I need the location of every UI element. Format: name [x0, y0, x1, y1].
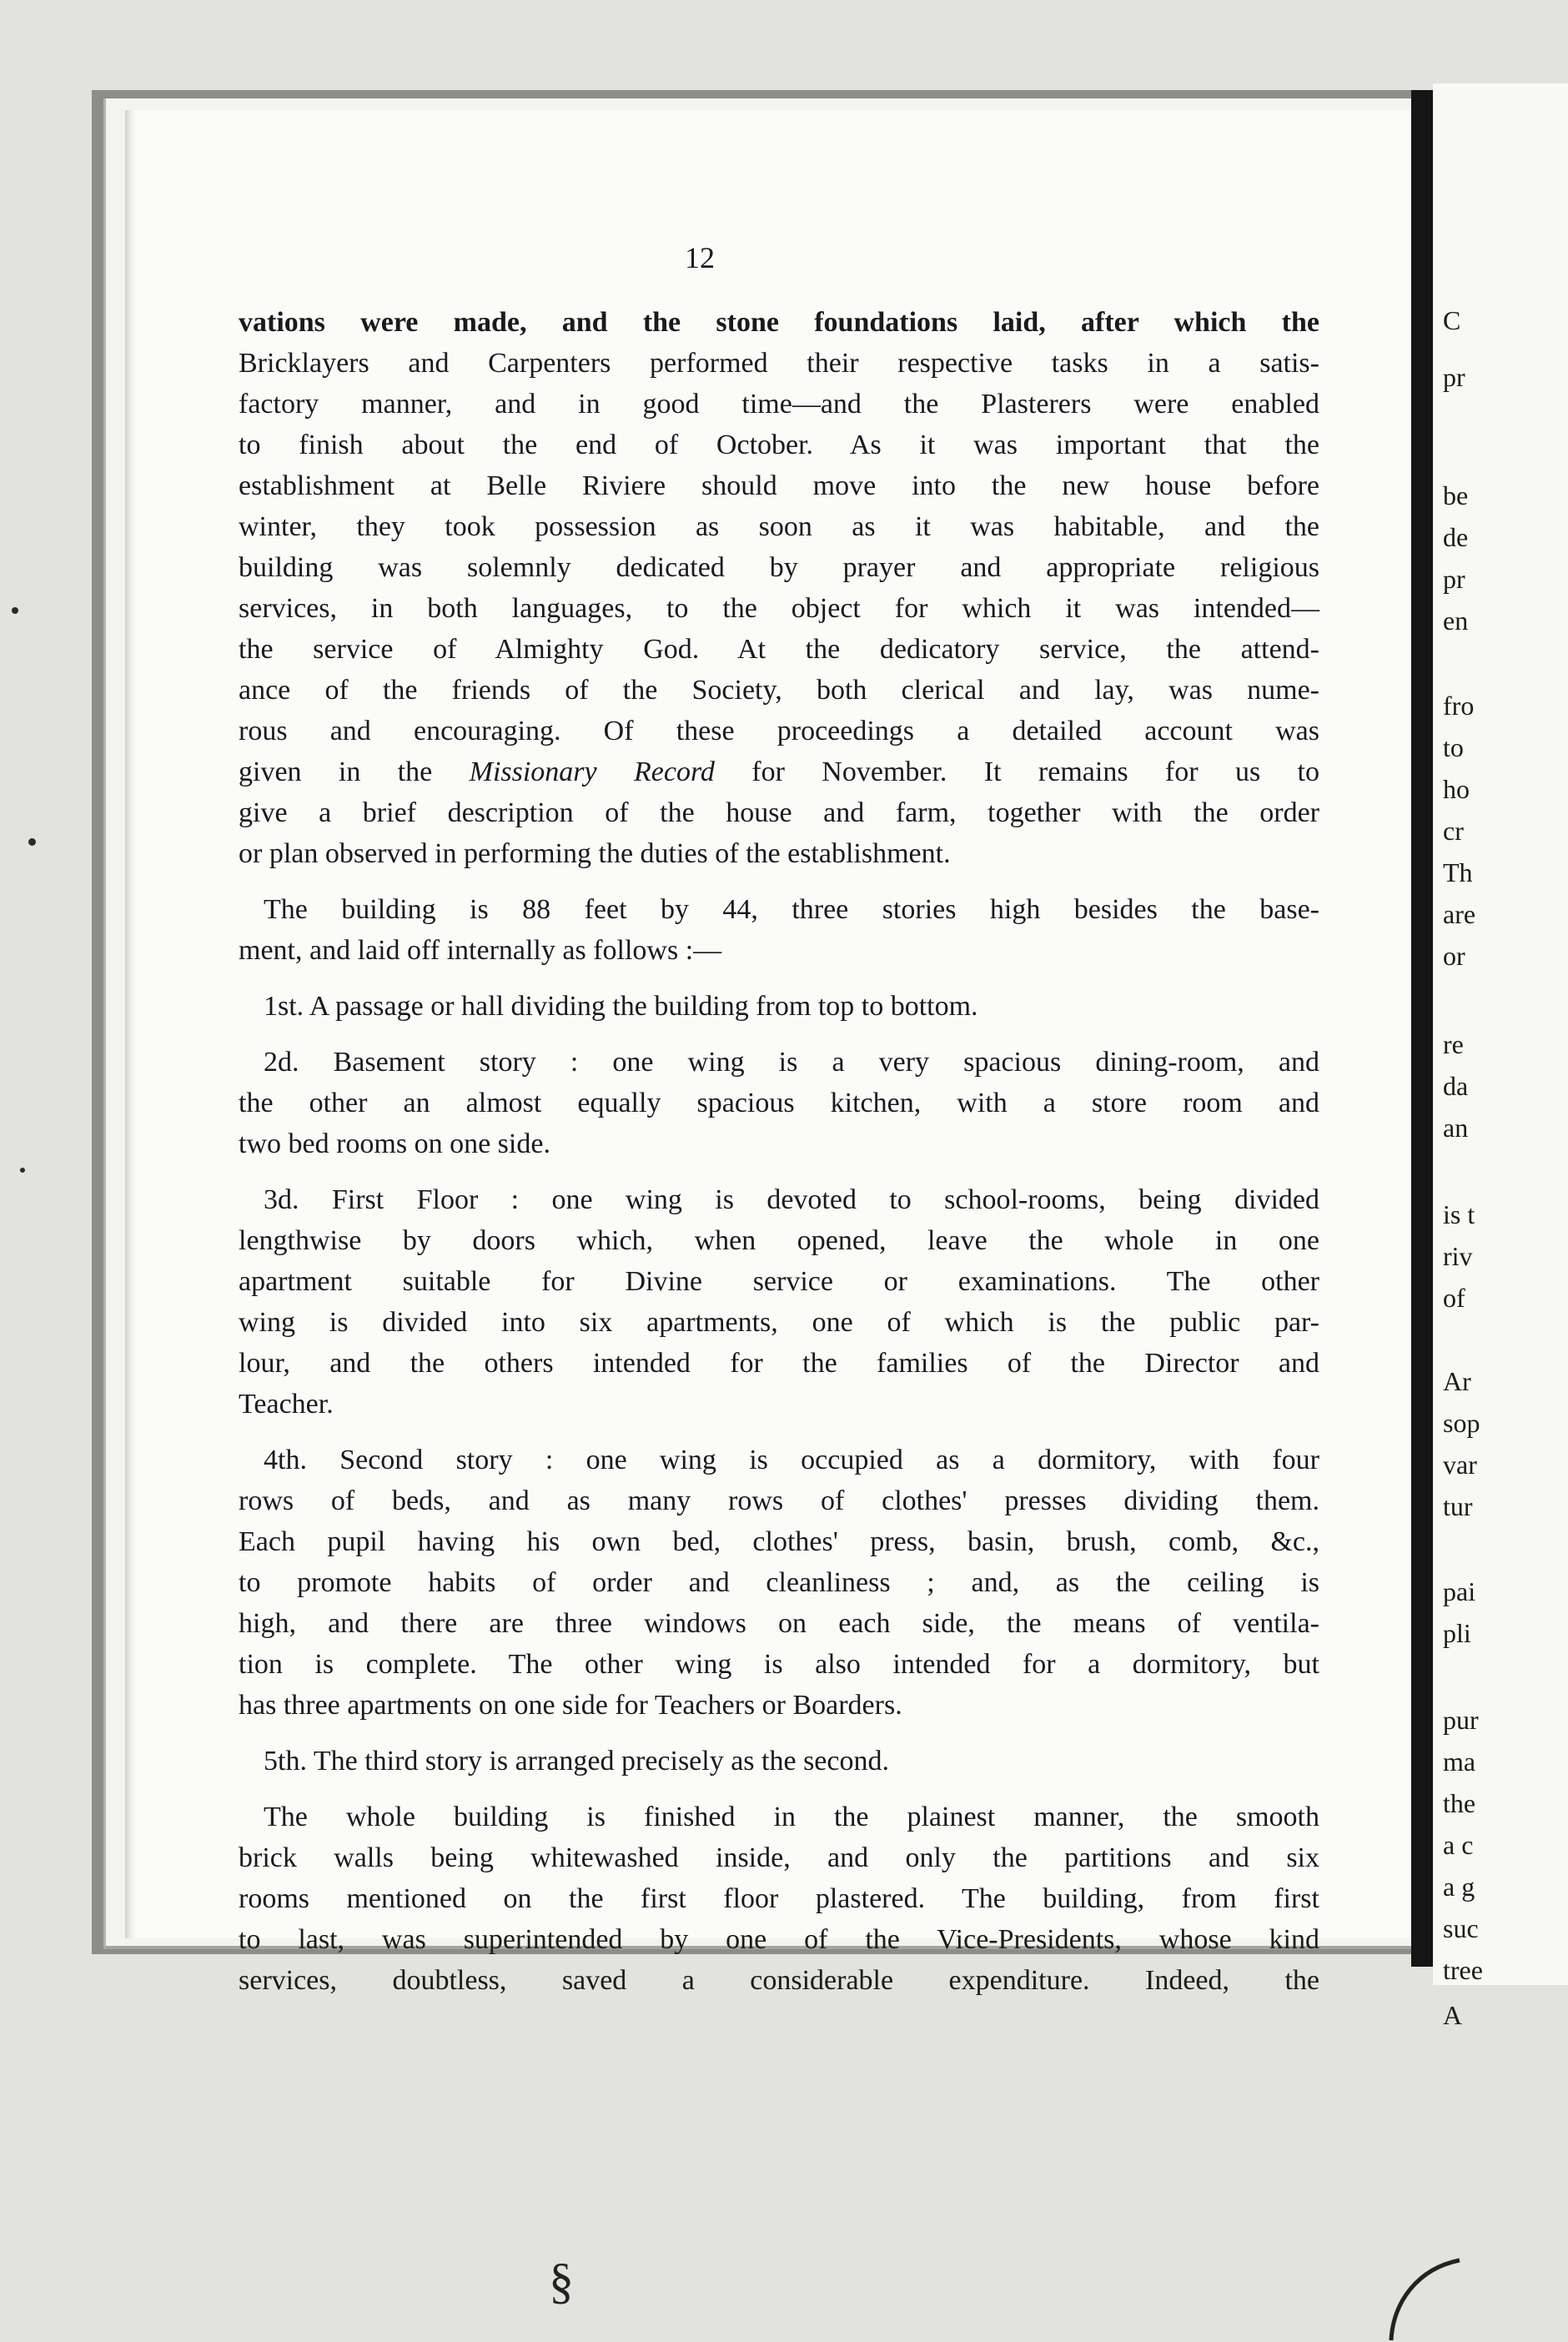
- facing-page-fragment: tree: [1443, 1955, 1483, 1985]
- text-line: to last, was superintended by one of the Vice-Presidents, whose kind: [239, 1924, 1319, 1955]
- text-line: rooms mentioned on the first floor plastered. The building, from first: [239, 1883, 1319, 1914]
- text-line: building was solemnly dedicated by prayer and appropriate religious: [239, 552, 1319, 583]
- body-text: [239, 302, 1319, 2001]
- facing-page-fragment: riv: [1443, 1241, 1473, 1271]
- italic-title: Missionary Record: [469, 756, 715, 787]
- text-line: [239, 751, 1319, 792]
- facing-page-fragment: a g: [1443, 1872, 1475, 1902]
- paragraph-gap: [239, 1726, 1319, 1741]
- paragraph-gap: [239, 874, 1319, 889]
- facing-page-fragment: var: [1443, 1450, 1477, 1480]
- text-line: lour, and the others intended for the families of the Director and: [239, 1348, 1319, 1379]
- page-curl-mark: [1368, 2252, 1468, 2342]
- text-line: to promote habits of order and cleanliness ; and, as the ceiling is: [239, 1567, 1319, 1598]
- text-line: two bed rooms on one side.: [239, 1128, 550, 1159]
- text-line: ance of the friends of the Society, both clerical and lay, was nume-: [239, 675, 1319, 706]
- text-line: tion is complete. The other wing is also intended for a dormitory, but: [239, 1649, 1319, 1680]
- text-line: Teacher.: [239, 1389, 334, 1420]
- facing-page-fragment: en: [1443, 606, 1469, 636]
- text-segment: for November. It remains for us to: [714, 756, 1319, 787]
- facing-page-fragment: of: [1443, 1283, 1465, 1313]
- text-line: 4th. Second story : one wing is occupied as a dormitory, with four: [264, 1445, 1319, 1475]
- text-line: high, and there are three windows on each side, the means of ventila-: [239, 1608, 1319, 1639]
- text-line: 1st. A passage or hall dividing the building from top to bottom.: [264, 991, 978, 1022]
- text-line: factory manner, and in good time—and the Plasterers were enabled: [239, 389, 1319, 420]
- facing-page-fragment: pai: [1443, 1576, 1476, 1606]
- facing-page-fragment: suc: [1443, 1913, 1479, 1943]
- facing-page-fragment: be: [1443, 480, 1469, 510]
- facing-page-fragment: da: [1443, 1071, 1469, 1101]
- facing-page-fragment: the: [1443, 1788, 1476, 1818]
- text-line: brick walls being whitewashed inside, and only the partitions and six: [239, 1842, 1319, 1873]
- text-line: apartment suitable for Divine service or examinations. The other: [239, 1266, 1319, 1297]
- text-line: or plan observed in performing the duties of the establishment.: [239, 838, 951, 869]
- facing-page-fragment: ma: [1443, 1746, 1476, 1777]
- text-line: lengthwise by doors which, when opened, leave the whole in one: [239, 1225, 1319, 1256]
- text-segment: given in the: [239, 756, 470, 787]
- paragraph-gap: [239, 1425, 1319, 1440]
- facing-page-fragment: a c: [1443, 1830, 1474, 1860]
- text-line: rows of beds, and as many rows of clothes' presses dividing them.: [239, 1485, 1319, 1516]
- scan-speck: [12, 607, 18, 614]
- text-line: services, in both languages, to the object for which it was intended—: [239, 593, 1319, 624]
- text-line: 5th. The third story is arranged precisely as the second.: [264, 1746, 889, 1777]
- facing-page-fragment: A: [1443, 2000, 1463, 2030]
- facing-page-fragment: are: [1443, 899, 1476, 929]
- text-line: services, doubtless, saved a considerable expenditure. Indeed, the: [239, 1965, 1319, 1996]
- facing-page-fragment: pr: [1443, 362, 1465, 392]
- facing-page-fragment: Ar: [1443, 1366, 1471, 1396]
- text-line: the service of Almighty God. At the dedicatory service, the attend-: [239, 634, 1319, 665]
- facing-page-fragment: tur: [1443, 1491, 1473, 1521]
- scan-speck: [28, 838, 36, 846]
- facing-page-fragment: C: [1443, 305, 1461, 335]
- text-line: to finish about the end of October. As it was important that the: [239, 430, 1319, 460]
- facing-page-fragment: ho: [1443, 774, 1470, 804]
- text-line: give a brief description of the house and farm, together with the order: [239, 797, 1319, 828]
- scan-mark: §: [549, 2254, 574, 2309]
- facing-page-fragment: to: [1443, 732, 1464, 762]
- text-line: vations were made, and the stone foundations laid, after which the: [239, 307, 1319, 338]
- text-line: establishment at Belle Riviere should move into the new house before: [239, 470, 1319, 501]
- facing-page-fragment: pr: [1443, 564, 1465, 594]
- facing-page-fragment: cr: [1443, 816, 1464, 846]
- text-line: The building is 88 feet by 44, three stories high besides the base-: [264, 894, 1319, 925]
- facing-page-fragment: pur: [1443, 1705, 1479, 1735]
- text-line: winter, they took possession as soon as it was habitable, and the: [239, 511, 1319, 542]
- facing-page-fragment: an: [1443, 1113, 1469, 1143]
- text-line: The whole building is finished in the plainest manner, the smooth: [264, 1802, 1319, 1832]
- text-line: wing is divided into six apartments, one of which is the public par-: [239, 1307, 1319, 1338]
- facing-page-fragment: sop: [1443, 1408, 1480, 1438]
- text-line: Each pupil having his own bed, clothes' press, basin, brush, comb, &c.,: [239, 1526, 1319, 1557]
- scan-speck: [20, 1168, 25, 1173]
- facing-page-fragment: or: [1443, 941, 1465, 971]
- text-line: Bricklayers and Carpenters performed their respective tasks in a satis-: [239, 348, 1319, 379]
- facing-page-fragment: Th: [1443, 857, 1473, 887]
- facing-page-fragment: is t: [1443, 1199, 1475, 1229]
- paragraph-gap: [239, 1027, 1319, 1042]
- facing-page-fragment: fro: [1443, 691, 1475, 721]
- paragraph-gap: [239, 971, 1319, 986]
- book-gutter: [1411, 90, 1433, 1967]
- paragraph-gap: [239, 1782, 1319, 1797]
- facing-page-fragment: pli: [1443, 1618, 1471, 1648]
- facing-page-fragment: re: [1443, 1029, 1464, 1059]
- text-line: 2d. Basement story : one wing is a very spacious dining-room, and: [264, 1047, 1319, 1078]
- text-line: has three apartments on one side for Teachers or Boarders.: [239, 1690, 902, 1721]
- facing-page-fragment: de: [1443, 522, 1469, 552]
- text-line: the other an almost equally spacious kitchen, with a store room and: [239, 1088, 1319, 1118]
- text-line: 3d. First Floor : one wing is devoted to school-rooms, being divided: [264, 1184, 1319, 1215]
- page-number: 12: [685, 241, 715, 274]
- text-line: rous and encouraging. Of these proceedings a detailed account was: [239, 716, 1319, 746]
- text-line: ment, and laid off internally as follows :—: [239, 935, 722, 966]
- paragraph-gap: [239, 1164, 1319, 1179]
